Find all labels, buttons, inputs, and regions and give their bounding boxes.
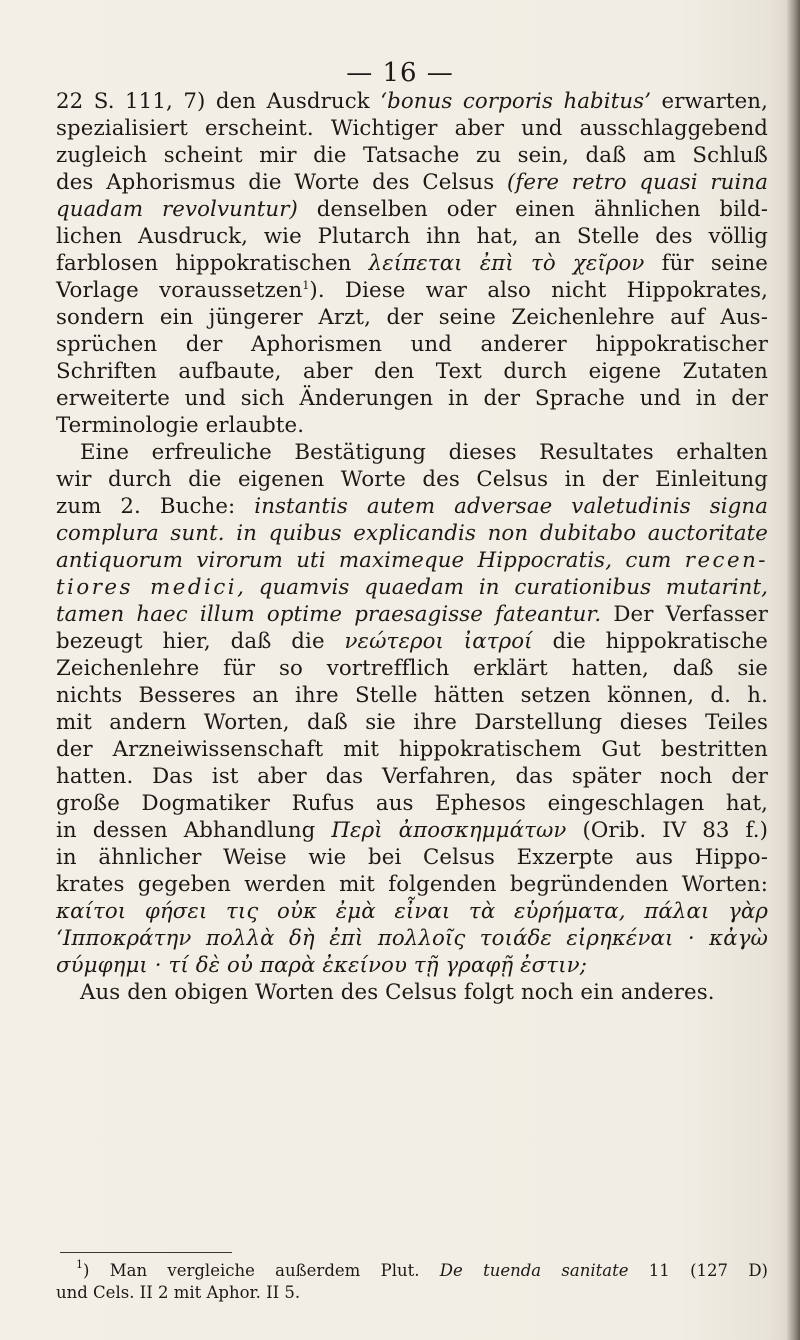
text-line: καίτοι φήσει τις οὐκ ἐμὰ εἶναι τὰ εὑρήματα, πάλαι γὰρ xyxy=(56,899,768,924)
text-line: hatten. Das ist aber das Verfahren, das später noch der xyxy=(56,764,768,789)
text-line: ‘Ιπποκράτην πολλὰ δὴ ἐπὶ πολλοῖς τοιάδε εἰρηκέναι · κἀγὼ xyxy=(56,926,768,951)
text-line: zum 2. Buche: instantis autem adversae valetudinis signa xyxy=(56,494,768,519)
text-line: zugleich scheint mir die Tatsache zu sein, daß am Schluß xyxy=(56,143,768,168)
text-line: nichts Besseres an ihre Stelle hätten setzen können, d. h. xyxy=(56,683,768,708)
text-line: mit andern Worten, daß sie ihre Darstellung dieses Teiles xyxy=(56,710,768,735)
text-line: des Aphorismus die Worte des Celsus (fere retro quasi ruina xyxy=(56,170,768,195)
text-line: erweiterte und sich Änderungen in der Sprache und in der xyxy=(56,386,768,411)
text-line: in ähnlicher Weise wie bei Celsus Exzerpte aus Hippo- xyxy=(56,845,768,870)
text-line: 22 S. 111, 7) den Ausdruck ‘bonus corporis habitus’ erwarten, xyxy=(56,89,768,114)
footnote-ref: 1 xyxy=(302,279,310,292)
text-line: sondern ein jüngerer Arzt, der seine Zeichenlehre auf Aus- xyxy=(56,305,768,330)
text-line: wir durch die eigenen Worte des Celsus in der Einleitung xyxy=(56,467,768,492)
footnote-line: und Cels. II 2 mit Aphor. II 5. xyxy=(56,1283,301,1302)
text-line: bezeugt hier, daß die νεώτεροι ἰατροί die hippokratische xyxy=(56,629,769,654)
text-line: Aus den obigen Worten des Celsus folgt noch ein anderes. xyxy=(80,980,715,1005)
text-line: tiores medici, quamvis quaedam in curationibus mutarint, xyxy=(56,575,768,600)
footnote-marker: 1 xyxy=(76,1258,83,1271)
footnote-line: $^1$) Man vergleiche außerdem Plut. De tuenda sanitate 11 (127 D) xyxy=(76,1258,768,1280)
text-line: Schriften aufbaute, aber den Text durch eigene Zutaten xyxy=(56,359,768,384)
main-text xyxy=(56,88,768,1006)
text-line: farblosen hippokratischen λείπεται ἐπὶ τὸ χεῖρον für seine xyxy=(56,251,768,276)
page-number: — 16 — xyxy=(346,58,454,88)
text-line: Zeichenlehre für so vortrefflich erklärt hatten, daß sie xyxy=(56,656,768,681)
text-line: in dessen Abhandlung Περὶ ἀποσκημμάτων (Orib. IV 83 f.) xyxy=(56,818,768,843)
text-line: sprüchen der Aphorismen und anderer hippokratischer xyxy=(56,332,768,357)
text-line: spezialisiert erscheint. Wichtiger aber und ausschlaggebend xyxy=(56,116,768,141)
footnote-divider xyxy=(60,1252,232,1253)
text-line: tamen haec illum optime praesagisse fateantur. Der Verfasser xyxy=(56,602,768,627)
page-edge-shadow xyxy=(786,0,800,1340)
text-line: quadam revolvuntur) denselben oder einen ähnlichen bild- xyxy=(56,197,768,222)
text-line: Vorlage voraussetzen$^1$). Diese war also nicht Hippokrates, xyxy=(56,278,768,303)
text-line: σύμφημι · τί δὲ οὐ παρὰ ἐκείνου τῇ γραφῇ ἐστιν; xyxy=(56,953,587,978)
text-line: lichen Ausdruck, wie Plutarch ihn hat, an Stelle des völlig xyxy=(56,224,768,249)
text-line: antiquorum virorum uti maximeque Hippocratis, cum recen- xyxy=(56,548,768,573)
text-line: complura sunt. in quibus explicandis non dubitabo auctoritate xyxy=(56,521,768,546)
text-line: krates gegeben werden mit folgenden begründenden Worten: xyxy=(56,872,768,897)
footnotes xyxy=(56,1260,768,1304)
text-line: Eine erfreuliche Bestätigung dieses Resultates erhalten xyxy=(80,440,768,465)
text-line: der Arzneiwissenschaft mit hippokratischem Gut bestritten xyxy=(56,737,768,762)
text-line: Terminologie erlaubte. xyxy=(56,413,305,438)
text-line: große Dogmatiker Rufus aus Ephesos eingeschlagen hat, xyxy=(56,791,768,816)
